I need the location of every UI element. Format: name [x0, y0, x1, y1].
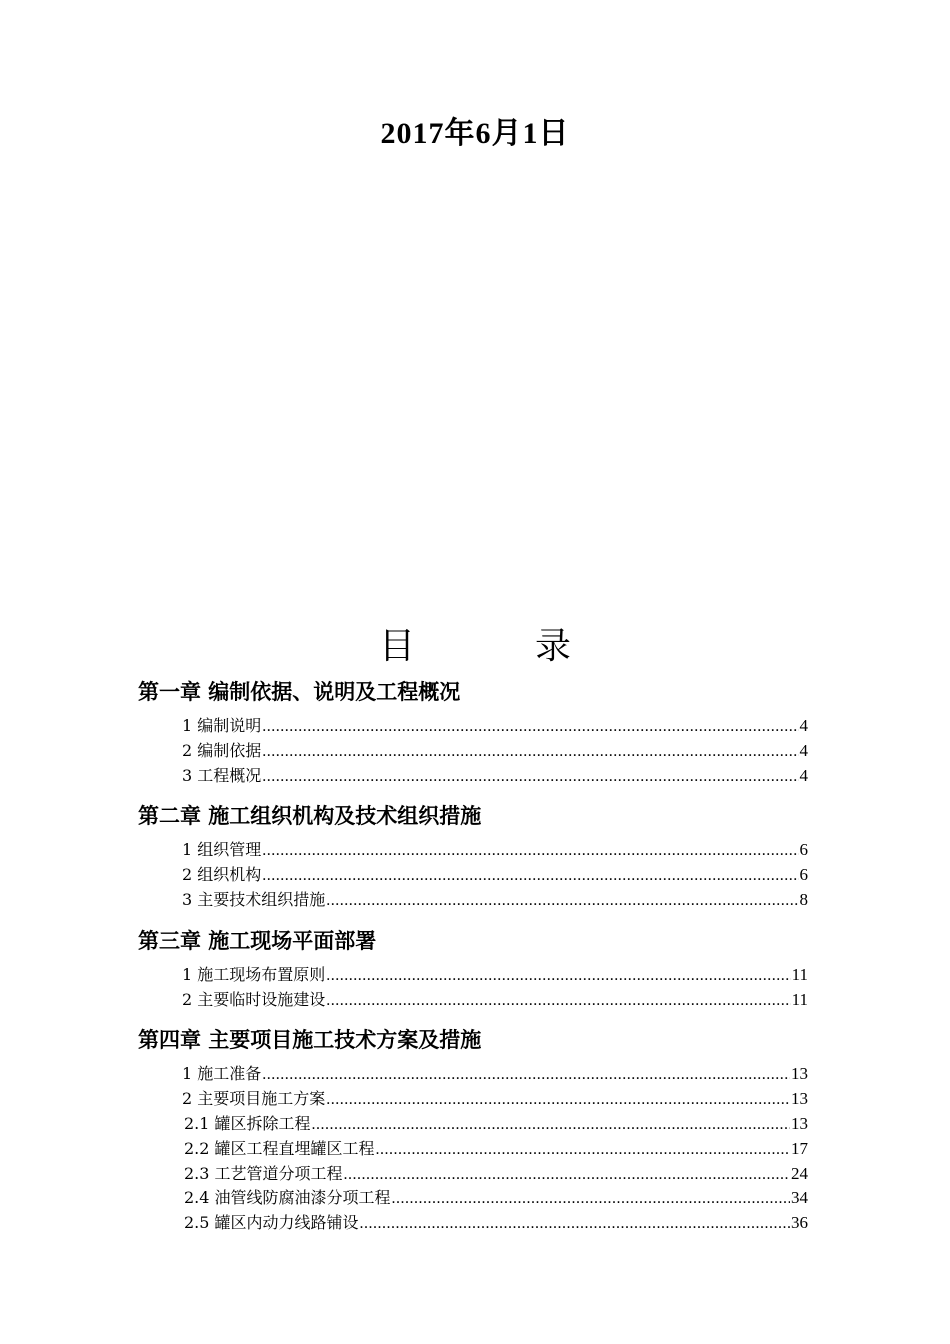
toc-entry-page: 4: [799, 765, 808, 785]
toc-entry[interactable]: [138, 888, 808, 913]
toc-entry[interactable]: [138, 1162, 808, 1187]
toc-entry[interactable]: [138, 1112, 808, 1137]
dot-leader: [312, 1113, 790, 1138]
chapter-heading[interactable]: 第三章 施工现场平面部署: [138, 928, 377, 953]
toc-entry-label: 2 编制依据: [182, 740, 262, 760]
toc-title-left: 目: [378, 626, 415, 667]
toc-entry[interactable]: [138, 714, 808, 739]
chapter-heading[interactable]: 第四章 主要项目施工技术方案及措施: [138, 1028, 482, 1053]
chapter-heading[interactable]: 第二章 施工组织机构及技术组织措施: [138, 804, 482, 829]
toc-entry-page: 11: [791, 989, 808, 1009]
toc-title: [0, 618, 950, 669]
dot-leader: [262, 765, 798, 790]
toc-entry[interactable]: [138, 863, 808, 888]
chapter-entries: [138, 714, 808, 788]
toc-entry-page: 17: [791, 1138, 808, 1158]
toc-entry[interactable]: [138, 838, 808, 863]
toc-entry-label: 3 主要技术组织措施: [182, 889, 326, 909]
dot-leader: [262, 715, 798, 740]
cover-date: 2017年6月1日: [380, 117, 570, 150]
dot-leader: [262, 864, 798, 889]
dot-leader: [262, 1063, 790, 1088]
toc-entry-page: 4: [799, 740, 808, 760]
toc-entry-page: 6: [799, 865, 808, 885]
toc-entry-label: 2.1 罐区拆除工程: [184, 1113, 311, 1133]
toc-entry-page: 36: [791, 1213, 808, 1233]
toc-entry-label: 2 主要项目施工方案: [182, 1089, 326, 1109]
toc-entry[interactable]: [138, 988, 808, 1013]
dot-leader: [326, 989, 790, 1014]
dot-leader: [376, 1138, 790, 1163]
toc-entry-page: 6: [799, 840, 808, 860]
toc-entry[interactable]: [138, 1137, 808, 1162]
toc-entry[interactable]: [138, 1087, 808, 1112]
toc-entry[interactable]: [138, 1062, 808, 1087]
toc-entry[interactable]: [138, 963, 808, 988]
toc-entry-label: 1 施工现场布置原则: [182, 964, 326, 984]
toc-entry-label: 1 施工准备: [182, 1064, 262, 1084]
toc-entry[interactable]: [138, 1186, 808, 1211]
toc-entry-label: 1 编制说明: [182, 716, 262, 735]
chapter-entries: [138, 838, 808, 912]
toc-title-right: 录: [535, 626, 572, 667]
chapter-entries: [138, 1062, 808, 1236]
toc-entry-label: 1 组织管理: [182, 840, 262, 860]
dot-leader: [262, 839, 798, 864]
dot-leader: [326, 1088, 790, 1113]
dot-leader: [360, 1212, 790, 1237]
toc-entry-page: 24: [791, 1163, 808, 1183]
toc-entry-label: 3 工程概况: [182, 765, 262, 785]
dot-leader: [326, 964, 790, 989]
toc-entry-page: 13: [791, 1089, 808, 1109]
toc-entry[interactable]: [138, 1211, 808, 1236]
toc-entry-page: 13: [791, 1113, 808, 1133]
dot-leader: [344, 1163, 790, 1188]
toc-entry-page: 8: [799, 889, 808, 909]
toc-entry-label: 2.2 罐区工程直埋罐区工程: [184, 1138, 375, 1158]
toc-entry-label: 2.5 罐区内动力线路铺设: [184, 1213, 359, 1233]
dot-leader: [392, 1187, 790, 1212]
toc-entry[interactable]: [138, 764, 808, 789]
toc-entry-label: 2.4 油管线防腐油漆分项工程: [184, 1188, 391, 1208]
toc-entry-page: 4: [799, 716, 808, 735]
toc-entry-page: 13: [791, 1064, 808, 1084]
chapter-heading[interactable]: 第一章 编制依据、说明及工程概况: [138, 680, 461, 704]
toc-entry[interactable]: [138, 739, 808, 764]
table-of-contents: [138, 672, 808, 1244]
toc-entry-page: 11: [791, 964, 808, 984]
dot-leader: [262, 740, 798, 765]
toc-entry-page: 34: [791, 1188, 808, 1208]
toc-entry-label: 2 组织机构: [182, 865, 262, 885]
chapter-entries: [138, 963, 808, 1013]
toc-entry-label: 2 主要临时设施建设: [182, 989, 326, 1009]
dot-leader: [326, 889, 798, 914]
toc-entry-label: 2.3 工艺管道分项工程: [184, 1163, 343, 1183]
